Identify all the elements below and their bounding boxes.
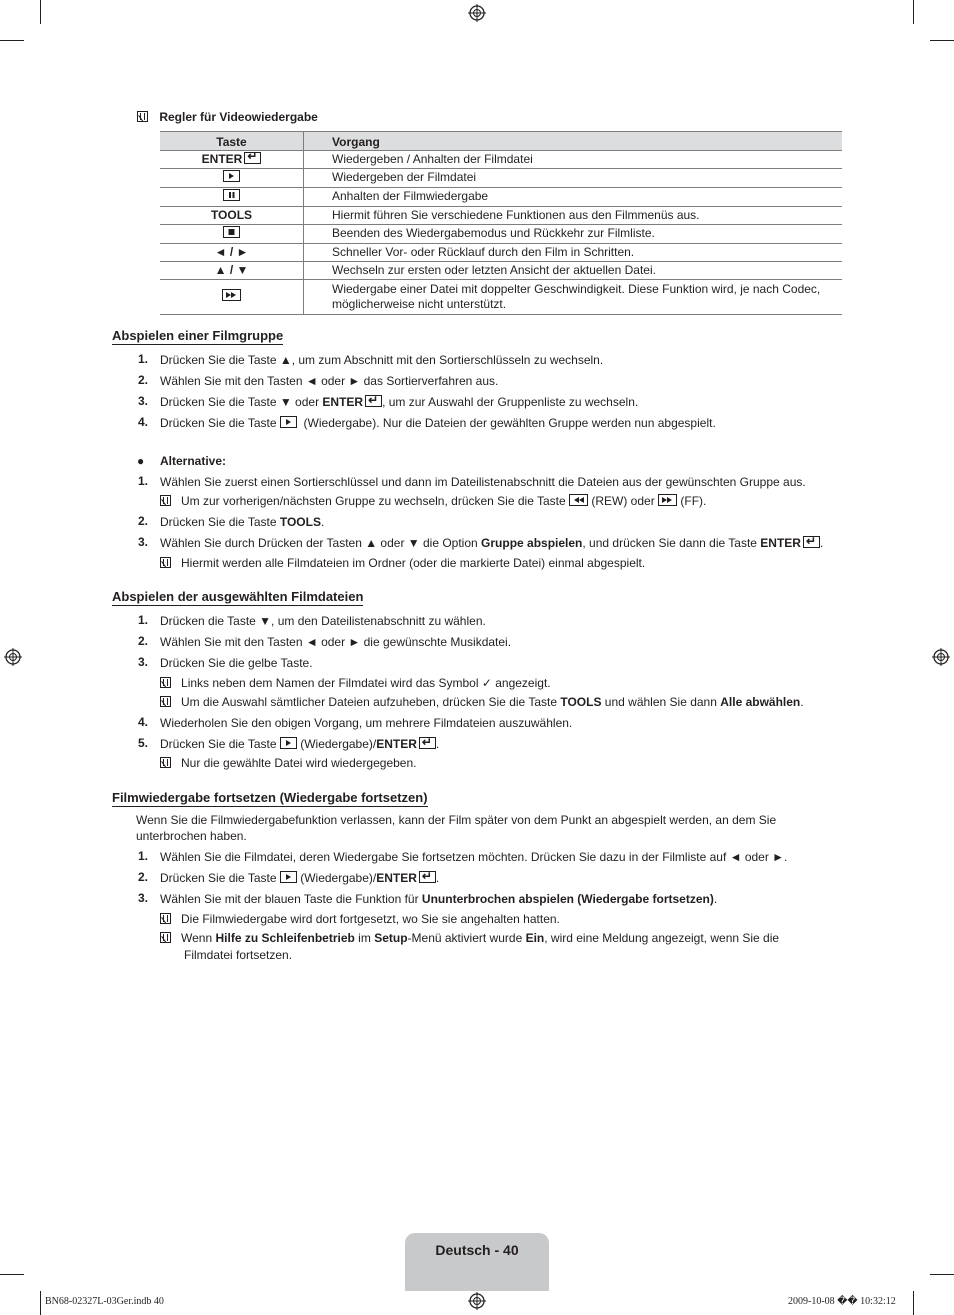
step-text: Wählen Sie die Filmdatei, deren Wiedergabe Sie fortsetzen möchten. Drücken Sie dazu in der Filmliste auf ◄ oder ►. [160,850,788,864]
table-row: Wiedergabe einer Datei mit doppelter Geschwindigkeit. Diese Funktion wird, je nach Codec, möglicherweise nicht unterstützt. [160,280,842,315]
crop-mark [913,0,914,24]
stop-icon [223,226,240,238]
enter-icon [419,737,436,749]
note-icon [160,932,171,943]
crop-mark [930,1274,954,1275]
enter-icon [803,536,820,548]
table-row: Anhalten der Filmwiedergabe [160,188,842,207]
table-row: Beenden des Wiedergabemodus und Rückkehr zur Filmliste. [160,225,842,244]
step-text: Drücken die Taste ▼, um den Dateilistenabschnitt zu wählen. [160,614,486,628]
note-continuation: Filmdatei fortsetzen. [184,948,293,962]
registration-mark-icon [468,1292,486,1310]
registration-mark-icon [4,648,22,666]
page-number: Deutsch - 40 [435,1242,519,1258]
fast-forward-icon [222,289,241,301]
step-text: Drücken Sie die Taste (Wiedergabe)/ENTER↵ . [160,870,439,886]
alternative-label: Alternative: [160,454,227,468]
note-icon [160,495,171,506]
play-icon [280,416,297,428]
note: Die Filmwiedergabe wird dort fortgesetzt, wo Sie sie angehalten hatten. [160,911,560,927]
crop-mark [0,40,24,41]
note-icon [160,677,171,688]
section-title: Filmwiedergabe fortsetzen (Wiedergabe fortsetzen) [112,790,428,805]
table-row: Wiedergeben der Filmdatei [160,169,842,188]
section-title: Abspielen der ausgewählten Filmdateien [112,589,364,604]
enter-icon [365,395,382,407]
table-row: ◄ / ► Schneller Vor- oder Rücklauf durch den Film in Schritten. [160,244,842,262]
note-icon [160,757,171,768]
print-datetime: 2009-10-08 �� 10:32:12 [788,1296,896,1307]
play-icon [280,871,297,883]
note-icon [137,111,148,122]
bullet-icon: ● [137,454,145,468]
rewind-icon [569,494,588,506]
table-header-action: Vorgang [304,132,843,151]
step-text: Drücken Sie die Taste (Wiedergabe). Nur die Dateien der gewählten Gruppe werden nun abgespielt. [160,416,716,430]
crop-mark [0,1274,24,1275]
crop-mark [930,40,954,41]
enter-icon [244,152,261,164]
fast-forward-icon [658,494,677,506]
step-text: Drücken Sie die Taste ▲, um zum Abschnitt mit den Sortierschlüsseln zu wechseln. [160,353,604,367]
note: Wenn Hilfe zu Schleifenbetrieb im Setup-Menü aktiviert wurde Ein, wird eine Meldung angezeigt, wenn Sie die [160,930,779,946]
table-header-key: Taste [160,132,304,151]
play-icon [223,170,240,182]
step-text: Wählen Sie mit den Tasten ◄ oder ► das Sortierverfahren aus. [160,374,499,388]
note: Nur die gewählte Datei wird wiedergegeben. [160,755,417,771]
step-text: Drücken Sie die Taste TOOLS. [160,515,325,529]
file-name: BN68-02327L-03Ger.indb 40 [45,1296,164,1307]
controls-heading: Regler für Videowiedergabe [137,109,318,125]
note: Um die Auswahl sämtlicher Dateien aufzuheben, drücken Sie die Taste TOOLS und wählen Sie dann Alle abwählen. [160,694,804,710]
controls-table [160,131,842,315]
note-icon [160,696,171,707]
step-text: Drücken Sie die gelbe Taste. [160,656,313,670]
checkmark-icon: ✓ [481,676,492,690]
note-icon [160,913,171,924]
step-text: Wählen Sie mit der blauen Taste die Funktion für Ununterbrochen abspielen (Wiedergabe fortsetzen). [160,892,718,906]
pause-icon [223,189,240,201]
note: Links neben dem Namen der Filmdatei wird das Symbol ✓ angezeigt. [160,675,551,691]
intro-text: Wenn Sie die Filmwiedergabefunktion verlassen, kann der Film später von dem Punkt an abgespielt werden, an dem Sie unterbrochen haben. [136,813,777,843]
note-icon [160,557,171,568]
step-text: Wählen Sie durch Drücken der Tasten ▲ oder ▼ die Option Gruppe abspielen, und drücken Sie dann die Taste ENTER↵ . [160,535,823,551]
crop-mark [40,1291,41,1315]
crop-mark [913,1291,914,1315]
enter-icon [419,871,436,883]
play-icon [280,737,297,749]
registration-mark-icon [932,648,950,666]
section-title: Abspielen einer Filmgruppe [112,328,284,343]
step-text: Drücken Sie die Taste (Wiedergabe)/ENTER↵ . [160,736,439,752]
crop-mark [40,0,41,24]
note: Hiermit werden alle Filmdateien im Ordner (oder die markierte Datei) einmal abgespielt. [160,555,645,571]
step-text: Wählen Sie zuerst einen Sortierschlüssel und dann im Dateilistenabschnitt die Dateien aus der gewünschten Gruppe aus. [160,475,806,489]
table-row: TOOLS Hiermit führen Sie verschiedene Funktionen aus den Filmmenüs aus. [160,207,842,225]
note: Um zur vorherigen/nächsten Gruppe zu wechseln, drücken Sie die Taste (REW) oder (FF). [160,493,706,509]
table-row: ▲ / ▼ Wechseln zur ersten oder letzten Ansicht der aktuellen Datei. [160,262,842,280]
step-text: Drücken Sie die Taste ▼ oder ENTER↵ , um zur Auswahl der Gruppenliste zu wechseln. [160,394,638,410]
registration-mark-icon [468,4,486,22]
step-text: Wählen Sie mit den Tasten ◄ oder ► die gewünschte Musikdatei. [160,635,512,649]
table-row: ENTER↵ Wiedergeben / Anhalten der Filmdatei [160,151,842,169]
step-text: Wiederholen Sie den obigen Vorgang, um mehrere Filmdateien auszuwählen. [160,716,573,730]
